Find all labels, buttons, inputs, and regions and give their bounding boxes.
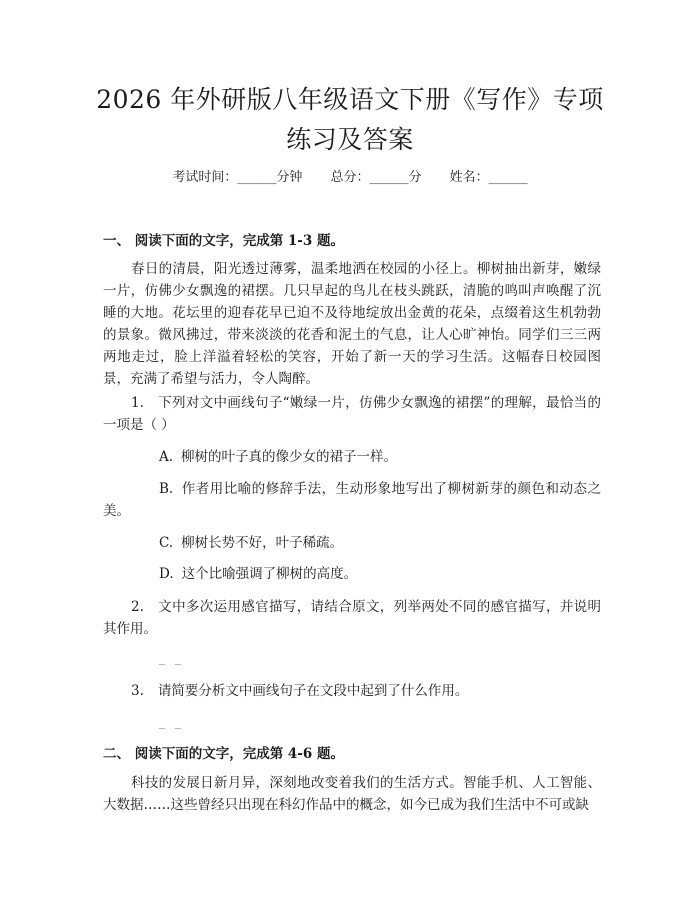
question-1: [103, 392, 601, 436]
option-letter: B.: [159, 481, 174, 497]
option-text: 柳树长势不好，叶子稀疏。: [181, 535, 344, 551]
question-3: [103, 680, 601, 702]
question-1-option-a: [103, 446, 601, 468]
question-1-number: 1.: [131, 395, 144, 411]
option-letter: C.: [159, 535, 174, 551]
total-score-field: 总分：______分: [330, 170, 422, 185]
option-letter: A.: [159, 449, 174, 465]
option-letter: D.: [159, 566, 174, 582]
option-text: 柳树的叶子真的像少女的裙子一样。: [181, 449, 398, 465]
student-name-field: 姓名：______: [449, 170, 528, 185]
section-1-passage: 春日的清晨，阳光透过薄雾，温柔地洒在校园的小径上。柳树抽出新芽，嫩绿一片，仿佛少女飘逸的裙摆。几只早起的鸟儿在枝头跳跃，清脆的鸣叫声唤醒了沉睡的大地。花坛里的迎春花早已迫不及待地绽放出金黄的花朵，点缀着这生机勃勃的景象。微风拂过，带来淡淡的花香和泥土的气息，让人心旷神怡。同学们三三两两地走过，脸上洋溢着轻松的笑容，开始了新一天的学习生活。这幅春日校园图景，充满了希望与活力，令人陶醉。: [103, 261, 601, 387]
question-1-option-d: [103, 563, 601, 585]
exam-time-field: 考试时间：______分钟: [172, 170, 303, 185]
answer-blank-q2: _ _: [159, 651, 184, 665]
question-2-text: 文中多次运用感官描写，请结合原文，列举两处不同的感官描写，并说明其作用。: [103, 599, 601, 637]
section-2-passage: 科技的发展日新月异，深刻地改变着我们的生活方式。智能手机、人工智能、大数据……这些曾经只出现在科幻作品中的概念，如今已成为我们生活中不可或缺: [103, 775, 601, 813]
question-2: [103, 596, 601, 640]
title-line-1: 2026 年外研版八年级语文下册《写作》专项: [96, 85, 604, 114]
question-1-option-c: [103, 532, 601, 554]
exam-info-row: [0, 168, 700, 188]
page-title: [60, 80, 640, 160]
option-text: 这个比喻强调了柳树的高度。: [181, 566, 358, 582]
option-text: 作者用比喻的修辞手法，生动形象地写出了柳树新芽的颜色和动态之美。: [103, 481, 601, 519]
question-1-option-b: [103, 478, 601, 522]
question-3-text: 请简要分析文中画线句子在文段中起到了什么作用。: [157, 683, 469, 699]
answer-blank-q3: _ _: [159, 715, 184, 729]
title-line-2: 练习及答案: [286, 125, 414, 154]
question-3-number: 3.: [131, 683, 144, 699]
section-1-heading: 一、 阅读下面的文字，完成第 1-3 题。: [103, 233, 344, 249]
question-2-number: 2.: [131, 599, 144, 615]
section-2-heading: 二、 阅读下面的文字，完成第 4-6 题。: [103, 746, 344, 762]
question-1-text: 下列对文中画线句子“嫩绿一片，仿佛少女飘逸的裙摆”的理解，最恰当的一项是（ ）: [103, 395, 601, 433]
